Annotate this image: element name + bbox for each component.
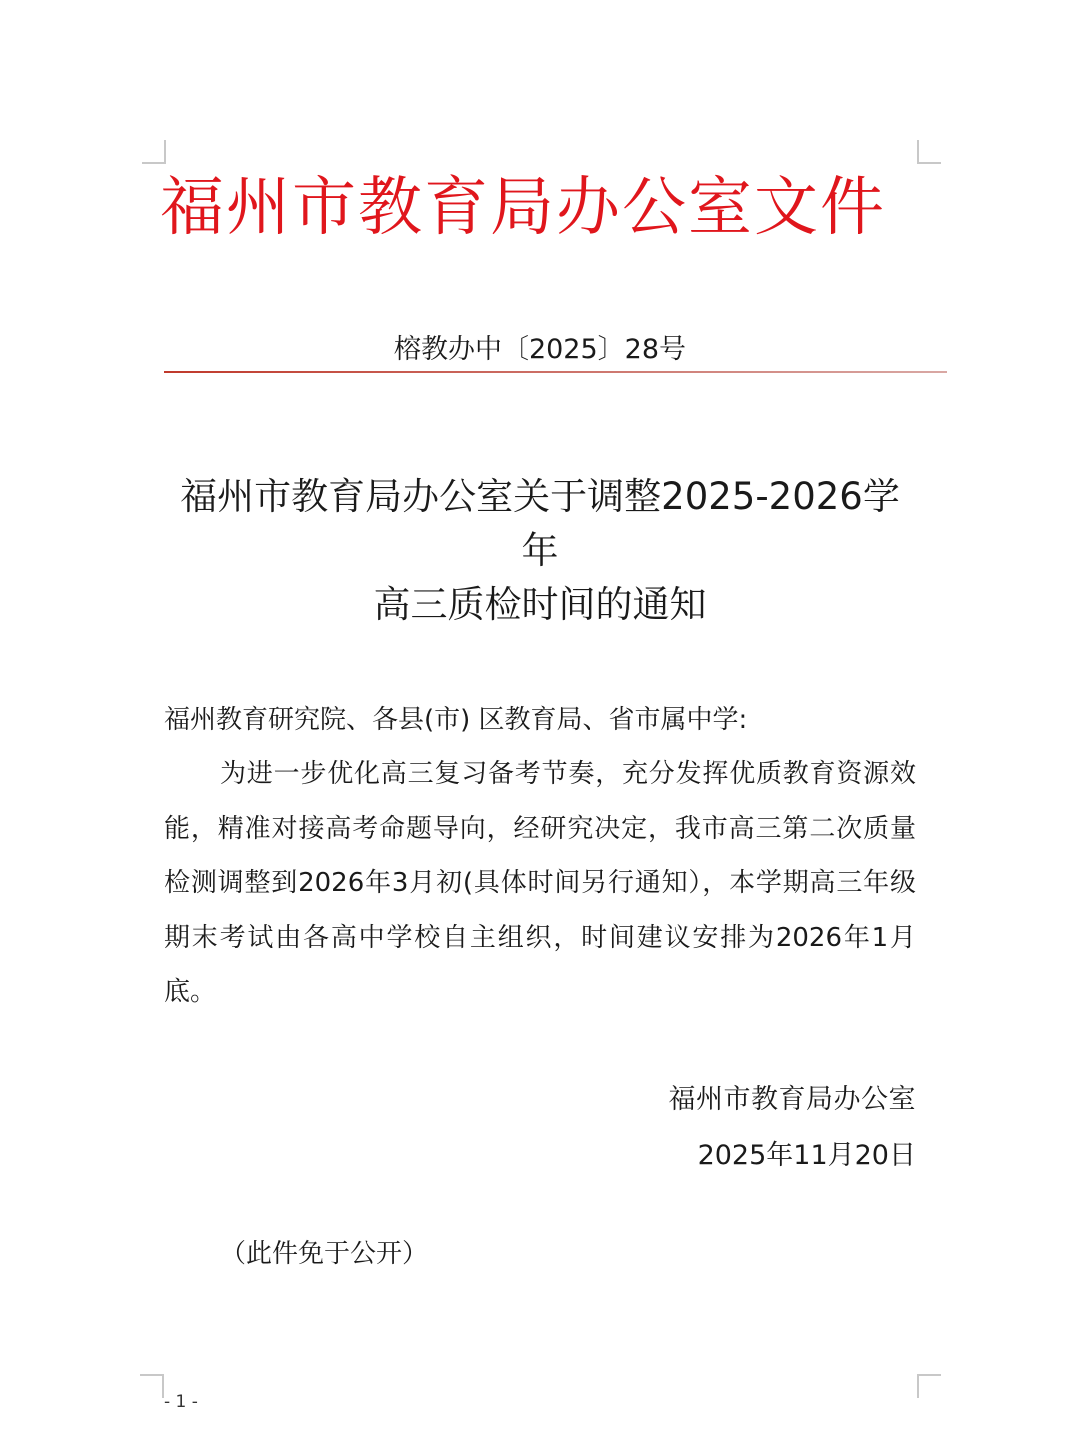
title-line-2: 年 — [521, 529, 559, 572]
document-title — [160, 470, 920, 632]
page-corner-mark-top-right — [917, 140, 941, 164]
disclosure-note: （此件免于公开） — [220, 1239, 429, 1269]
issuer-red-header: 福州市教育局办公室文件 — [160, 171, 886, 245]
salutation: 福州教育研究院、各县(市) 区教育局、省市属中学: — [164, 705, 748, 735]
signature-date: 2025年11月20日 — [697, 1140, 916, 1171]
page-corner-mark-bottom-right — [917, 1374, 941, 1398]
signature-organization: 福州市教育局办公室 — [668, 1084, 916, 1115]
page-corner-mark-bottom-left — [140, 1374, 164, 1398]
body-paragraph: 为进一步优化高三复习备考节奏，充分发挥优质教育资源效能，精准对接高考命题导向，经研究决定，我市高三第二次质量检测调整到2026年3月初(具体时间另行通知），本学期高三年级期末考试由各高中学校自主组织，时间建议安排为2026年1月底。 — [164, 759, 916, 1007]
title-line-3: 高三质检时间的通知 — [373, 583, 707, 626]
red-separator-line — [164, 371, 947, 373]
page-corner-mark-top-left — [142, 140, 166, 164]
document-number: 榕教办中〔2025〕28号 — [393, 334, 687, 365]
title-line-1: 福州市教育局办公室关于调整2025-2026学 — [180, 475, 900, 518]
page-number: - 1 - — [164, 1392, 198, 1412]
